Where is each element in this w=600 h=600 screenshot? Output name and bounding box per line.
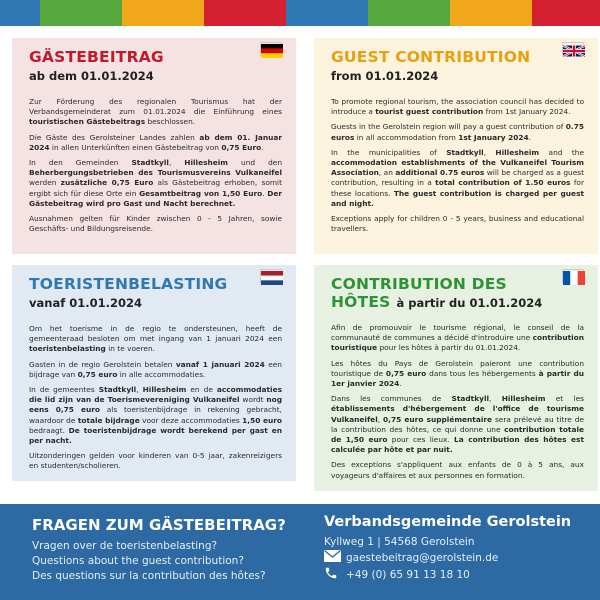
german-paragraph-4: Ausnahmen gelten für Kinder zwischen 0 - 5 Jahren, sowie Geschäfts- und Bildungsreisende. [29, 214, 282, 234]
phone-number[interactable]: +49 (0) 65 91 13 18 10 [346, 568, 470, 581]
french-paragraph-2: Les hôtes du Pays de Gerolstein paieront une contribution touristique de 0,75 euro dans tous les hébergements à partir du 1er janvier 2024. [331, 358, 585, 389]
german-title: GÄSTEBEITRAG [29, 48, 164, 66]
dutch-info-card [12, 265, 296, 481]
french-paragraph-4: Des exceptions s'appliquent aux enfants de 0 à 5 ans, aux voyageurs d'affaires et aux personnes en formation. [331, 460, 584, 480]
french-subtitle: à partir du 01.01.2024 [396, 296, 543, 310]
german-paragraph-2: Die Gäste des Gerolsteiner Landes zahlen ab dem 01. Januar 2024 in allen Unterkünften einen Gästebeitrag von 0,75 Euro. [29, 132, 282, 152]
french-paragraph-1: Afin de promouvoir le tourisme régional, le conseil de la communauté de communes a décidé d'introduire une contribution touristique pour les hôtes à partir du 01.01.2024. [331, 323, 584, 353]
color-stripe-segment [122, 0, 204, 26]
netherlands-flag-icon [260, 269, 282, 283]
question-dutch: Vragen over de toeristenbelasting? [32, 540, 218, 552]
english-subtitle: from 01.01.2024 [331, 69, 439, 83]
envelope-icon [324, 550, 341, 565]
color-stripe-segment [286, 0, 368, 26]
english-title: GUEST CONTRIBUTION [331, 48, 531, 66]
dutch-title: TOERISTENBELASTING [29, 275, 228, 293]
organization-name: Verbandsgemeinde Gerolstein [324, 514, 572, 530]
organization-address: Kyllweg 1 | 54568 Gerolstein [324, 536, 475, 548]
german-paragraph-3: In den Gemeinden Stadtkyll, Hillesheim und den Beherbergungsbetrieben des Tourismusvereins Vulkaneifel werden zusätzliche 0,75 Euro als Gästebeitrag erhoben, somit ergibt sich für diese Orte ein Gesamtbeitrag von 1,50 Euro. Der Gästebeitrag wird pro Gast und Nacht berechnet. [29, 158, 283, 208]
color-stripe-segment [0, 0, 40, 26]
german-subtitle: ab dem 01.01.2024 [29, 69, 154, 83]
french-title-line-1: CONTRIBUTION DES [331, 275, 507, 293]
color-stripe-segment [368, 0, 450, 26]
dutch-paragraph-4: Uitzonderingen gelden voor kinderen van 0-5 jaar, zakenreizigers en studenten/scholieren. [29, 451, 282, 471]
dutch-paragraph-1: Om het toerisme in de regio te ondersteunen, heeft de gemeenteraad besloten om met ingang van 1 januari 2024 een toeristenbelasting in te voeren. [29, 324, 282, 354]
color-stripe-segment [204, 0, 286, 26]
english-paragraph-2: Guests in the Gerolstein region will pay a guest contribution of 0.75 euros in all accommodation from 1st January 2024. [331, 122, 584, 142]
color-stripe-segment [532, 0, 600, 26]
color-stripe-bar [0, 0, 600, 26]
germany-flag-icon [260, 42, 282, 56]
email-address[interactable]: gaestebeitrag@gerolstein.de [346, 551, 499, 564]
uk-flag-icon [562, 42, 584, 56]
france-flag-icon [562, 269, 584, 283]
color-stripe-segment [40, 0, 122, 26]
questions-title: FRAGEN ZUM GÄSTEBEITRAG? [32, 516, 286, 534]
color-stripe-segment [450, 0, 532, 26]
german-paragraph-1: Zur Förderung des regionalen Tourismus hat der Verbandsgemeinderat zum 01.01.2024 die Einführung eines touristischen Gästebeitrags beschlossen. [29, 97, 282, 127]
phone-contact[interactable] [324, 566, 470, 583]
english-paragraph-4: Exceptions apply for children 0 - 5 years, business and educational travellers. [331, 214, 584, 234]
french-info-card [314, 265, 598, 491]
english-paragraph-1: To promote regional tourism, the association council has decided to introduce a tourist guest contribution from 1st January 2024. [331, 97, 584, 117]
english-info-card [314, 38, 598, 254]
dutch-paragraph-3: In de gemeentes Stadtkyll, Hillesheim en de accommodaties die lid zijn van de Toerismevereniging Vulkaneifel wordt nog eens 0,75 euro als toeristenbijdrage in rekening gebracht, waardoor de totale bijdrage voor deze accommodaties 1,50 euro bedraagt. De toeristenbijdrage wordt berekend per gast en per nacht. [29, 385, 283, 446]
question-french: Des questions sur la contribution des hôtes? [32, 570, 266, 582]
french-paragraph-3: Dans les communes de Stadtkyll, Hillesheim et les établissements d'hébergement de l'office de tourisme Vulkaneifel, 0,75 euro supplémentaire sera prélevé au titre de la contribution des hôtes, ce qui donne une contribution totale de 1,50 euro pour ces lieux. La contribution des hôtes est calculée par hôte et par nuit. [331, 394, 584, 455]
dutch-subtitle: vanaf 01.01.2024 [29, 296, 142, 310]
email-contact[interactable] [324, 550, 498, 565]
french-title-line-2: HÔTES [331, 293, 391, 311]
question-english: Questions about the guest contribution? [32, 555, 244, 567]
dutch-paragraph-2: Gasten in de regio Gerolstein betalen vanaf 1 januari 2024 een bijdrage van 0,75 euro in alle accommodaties. [29, 359, 282, 379]
contact-footer [0, 504, 600, 600]
english-paragraph-3: In the municipalities of Stadtkyll, Hillesheim and the accommodation establishments of the Vulkaneifel Tourism Association, an additional 0.75 euros will be charged as a guest contribution, resulting in a total contribution of 1.50 euros for these locations. The guest contribution is charged per guest and night. [331, 147, 584, 208]
german-info-card [12, 38, 296, 254]
phone-icon [324, 566, 341, 583]
